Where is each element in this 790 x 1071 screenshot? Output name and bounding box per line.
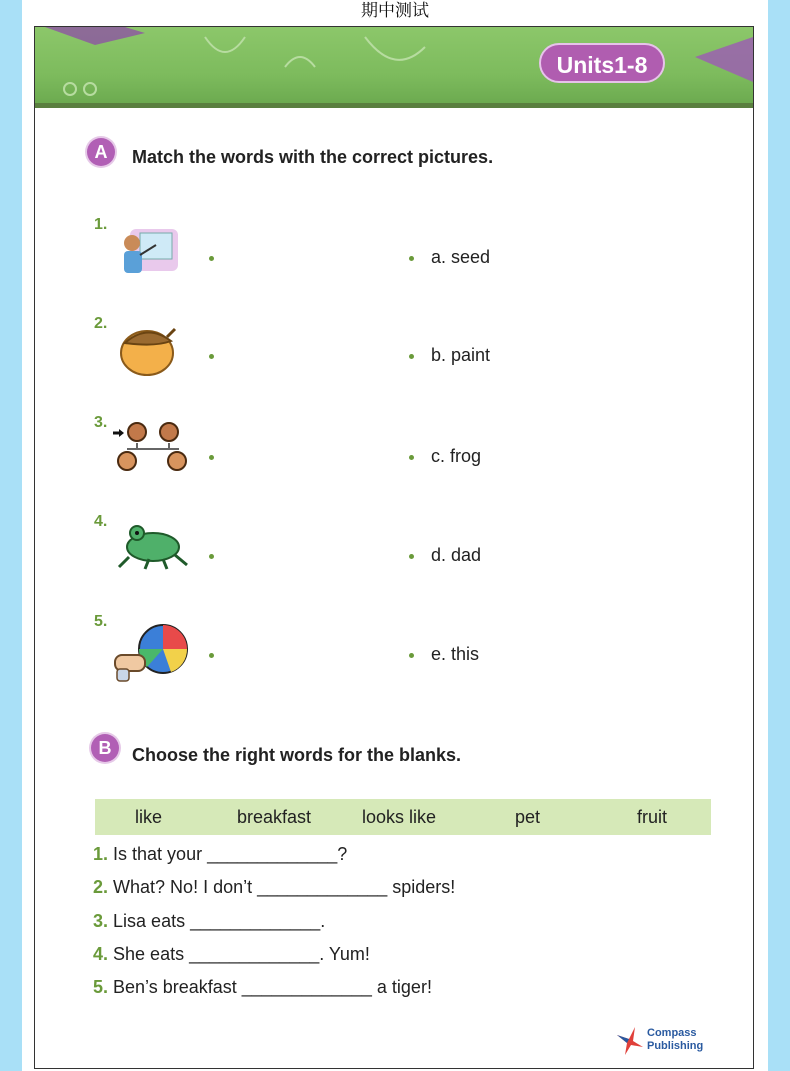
match-word: e. this: [431, 644, 480, 664]
item-number: 4.: [94, 513, 108, 530]
compass-star-icon: [613, 1025, 645, 1057]
logo-line-1: Compass: [647, 1027, 697, 1039]
match-dot-left[interactable]: [209, 554, 214, 559]
fill-blank-sentence: [93, 911, 325, 932]
fill-blank-sentence: [93, 977, 432, 998]
units-badge: Units1-8: [539, 43, 665, 83]
word-bank-item: breakfast: [237, 807, 312, 827]
item-number: 2.: [94, 315, 108, 332]
acorn-seed-icon: [115, 321, 181, 382]
fill-blank-sentence: [93, 844, 347, 865]
banner-divider: [35, 103, 753, 108]
sentence-text[interactable]: Ben’s breakfast _____________ a tiger!: [113, 977, 432, 997]
fill-blank-sentence: [93, 944, 370, 965]
sentence-text[interactable]: What? No! I don’t _____________ spiders!: [113, 877, 456, 897]
match-dot-left[interactable]: [209, 455, 214, 460]
sentence-number: 5.: [93, 977, 109, 997]
logo-text: [647, 1027, 703, 1053]
match-word: b. paint: [431, 345, 491, 365]
family-tree-icon: [111, 419, 191, 480]
word-bank-item: looks like: [362, 807, 437, 827]
item-number: 5.: [94, 613, 108, 630]
match-dot-left[interactable]: [209, 653, 214, 658]
sentence-text[interactable]: Lisa eats _____________.: [113, 911, 326, 931]
section-a-badge: A: [87, 138, 115, 166]
match-dot-left[interactable]: [209, 256, 214, 261]
match-dot-right[interactable]: [409, 455, 414, 460]
match-word: c. frog: [431, 446, 482, 466]
match-word: a. seed: [431, 247, 491, 267]
page-caption: 期中测试: [361, 1, 429, 20]
frog-icon: [115, 519, 189, 576]
pointing-ball-icon: [113, 621, 193, 690]
match-dot-right[interactable]: [409, 653, 414, 658]
logo-line-2: Publishing: [647, 1040, 704, 1052]
word-bank: [95, 799, 711, 835]
item-number: 1.: [94, 216, 108, 233]
section-a-title: Match the words with the correct pictures.: [132, 147, 494, 167]
match-dot-right[interactable]: [409, 256, 414, 261]
word-bank-item: like: [135, 807, 163, 827]
section-b-title: Choose the right words for the blanks.: [132, 745, 462, 765]
header-banner: [35, 27, 753, 107]
word-bank-item: pet: [515, 807, 541, 827]
item-number: 3.: [94, 414, 108, 431]
match-dot-right[interactable]: [409, 354, 414, 359]
worksheet: [34, 26, 754, 1069]
word-bank-item: fruit: [637, 807, 668, 827]
sentence-text[interactable]: She eats _____________. Yum!: [113, 944, 370, 964]
compass-publishing-logo: [613, 1025, 733, 1057]
sentence-number: 1.: [93, 844, 109, 864]
fill-blank-sentence: [93, 877, 455, 898]
sentence-number: 3.: [93, 911, 109, 931]
section-b-badge: B: [91, 734, 119, 762]
sentence-text[interactable]: Is that your _____________?: [113, 844, 348, 864]
match-word: d. dad: [431, 545, 482, 565]
sentence-number: 2.: [93, 877, 109, 897]
sentence-number: 4.: [93, 944, 109, 964]
match-dot-left[interactable]: [209, 354, 214, 359]
painting-icon: [118, 223, 182, 284]
match-dot-right[interactable]: [409, 554, 414, 559]
